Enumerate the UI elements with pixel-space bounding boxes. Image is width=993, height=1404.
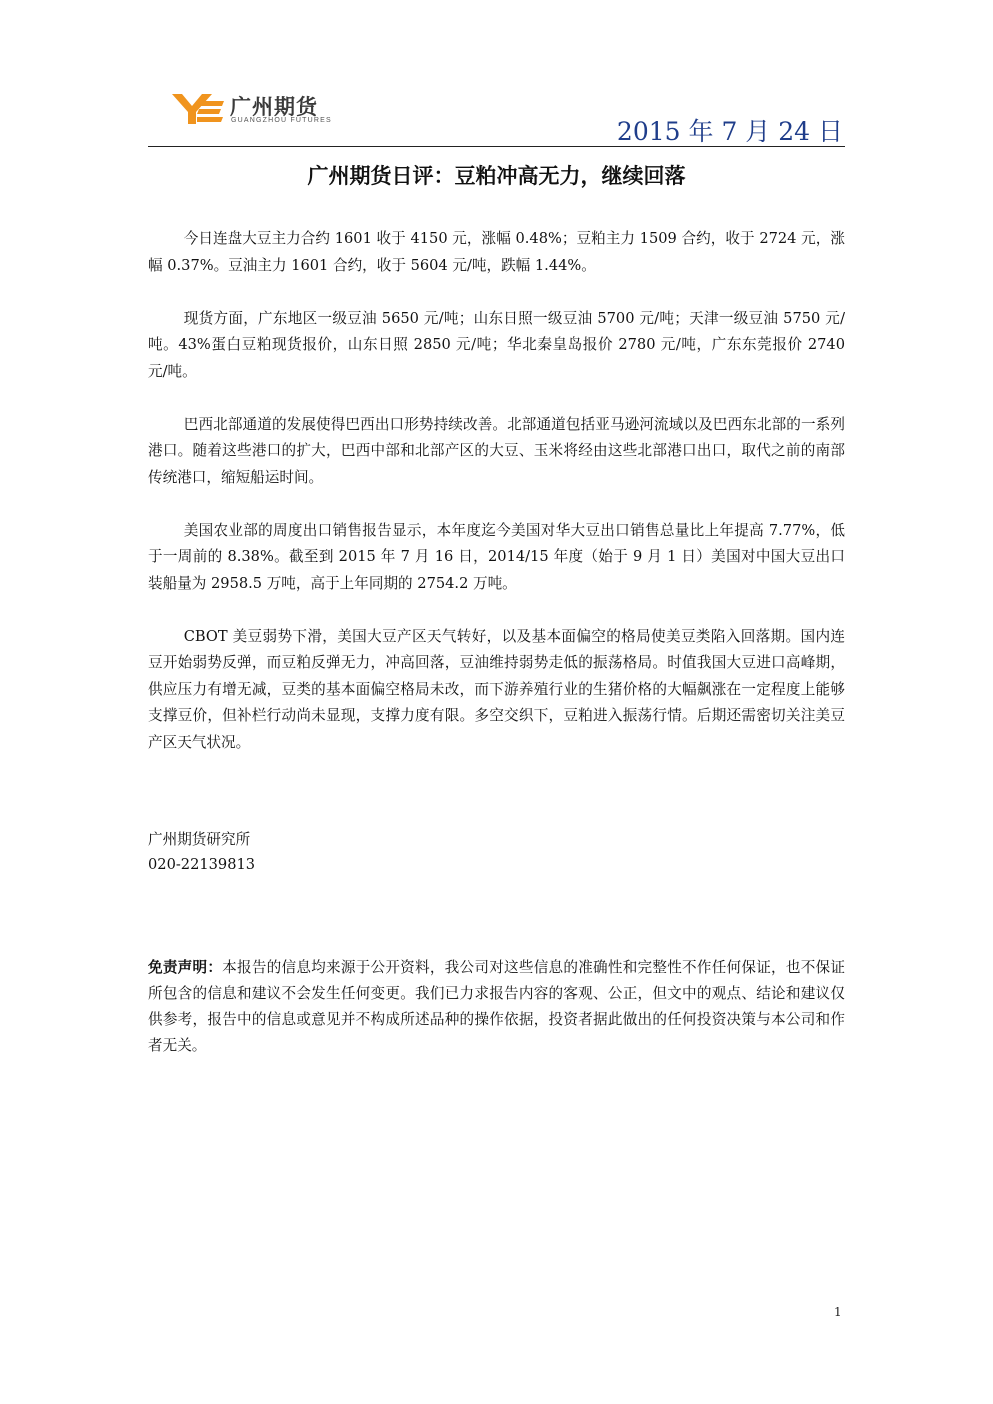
logo-english-name: GUANGZHOU FUTURES (231, 117, 332, 124)
paragraph-usda-exports: 美国农业部的周度出口销售报告显示，本年度迄今美国对华大豆出口销售总量比上年提高 7.77%，低于一周前的 8.38%。截至到 2015 年 7 月 16 日，2014/15 年度（始于 9 月 1 日）美国对中国大豆出口装船量为 2958.5 万吨，高于上年同期的 2754.2 万吨。 (148, 521, 845, 592)
report-body (148, 226, 845, 783)
signature-phone: 020-22139813 (148, 856, 256, 873)
report-title: 广州期货日评：豆粕冲高无力，继续回落 (307, 164, 686, 188)
disclaimer-text: 本报告的信息均来源于公开资料，我公司对这些信息的准确性和完整性不作任何保证，也不保证所包含的信息和建议不会发生任何变更。我们已力求报告内容的客观、公正，但文中的观点、结论和建议仅供参考，报告中的信息或意见并不构成所述品种的操作依据，投资者据此做出的任何投资决策与本公司和作者无关。 (148, 959, 845, 1054)
paragraph-futures-close: 今日连盘大豆主力合约 1601 收于 4150 元，涨幅 0.48%；豆粕主力 1509 合约，收于 2724 元，涨幅 0.37%。豆油主力 1601 合约，收于 5604 元/吨，跌幅 1.44%。 (148, 230, 845, 274)
paragraph-brazil-ports: 巴西北部通道的发展使得巴西出口形势持续改善。北部通道包括亚马逊河流域以及巴西东北部的一系列港口。随着这些港口的扩大，巴西中部和北部产区的大豆、玉米将经由这些北部港口出口，取代之前的南部传统港口，缩短船运时间。 (148, 415, 845, 486)
guangzhou-futures-logo-icon (172, 92, 224, 126)
signature-block (148, 827, 255, 877)
disclaimer (148, 955, 845, 1059)
header-divider (148, 146, 845, 147)
paragraph-spot-prices: 现货方面，广东地区一级豆油 5650 元/吨；山东日照一级豆油 5700 元/吨；天津一级豆油 5750 元/吨。43%蛋白豆粕现货报价，山东日照 2850 元/吨；华北秦皇岛报价 2780 元/吨，广东东莞报价 2740 元/吨。 (148, 309, 845, 380)
page-number: 1 (834, 1305, 842, 1319)
report-date: 2015 年 7 月 24 日 (616, 117, 843, 146)
signature-org: 广州期货研究所 (148, 831, 251, 848)
disclaimer-label: 免责声明： (148, 959, 223, 976)
logo-chinese-name: 广州期货 (230, 95, 318, 119)
company-logo (172, 92, 352, 128)
paragraph-market-outlook: CBOT 美豆弱势下滑，美国大豆产区天气转好，以及基本面偏空的格局使美豆类陷入回落期。国内连豆开始弱势反弹，而豆粕反弹无力，冲高回落，豆油维持弱势走低的振荡格局。时值我国大豆进口高峰期，供应压力有增无减，豆类的基本面偏空格局未改，而下游养殖行业的生猪价格的大幅飙涨在一定程度上能够支撑豆价，但补栏行动尚未显现，支撑力度有限。多空交织下，豆粕进入振荡行情。后期还需密切关注美豆产区天气状况。 (148, 627, 845, 751)
